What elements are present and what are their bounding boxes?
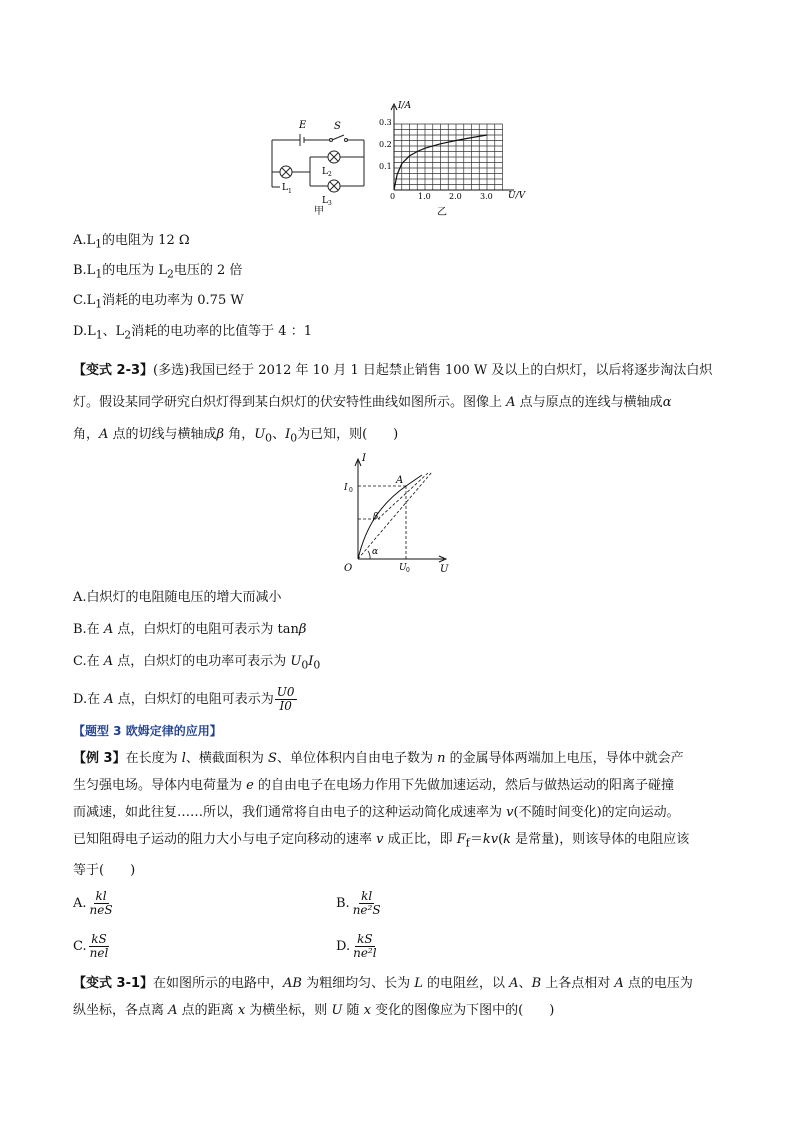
fig2-A: A [396, 475, 404, 486]
graph-ylabel: I/A [398, 101, 412, 111]
q1-option-a: $A.L_1$的电阻为 12 Ω [73, 233, 190, 251]
label-L1-sub: 1 [288, 188, 292, 195]
v31-text [73, 970, 733, 1024]
fraction-u0-i0: $\frac{U0}{I0}$ [276, 685, 295, 713]
v23-option-a: A.白炽灯的电阻随电压的增大而减小 [73, 590, 282, 605]
ex3-option-c: C. $\frac{kS}{\text{nel}}$ [73, 932, 109, 960]
q1-option-d: $D.L_1$、$L_2$消耗的电功率的比值等于 4 ：1 [73, 324, 312, 342]
v23-option-d: D.在 A 点，白炽灯的电阻可表示为 $\frac{U0}{I0}$ [73, 685, 295, 713]
x-tick-2: 2.0 [449, 192, 462, 201]
bulb-iu-figure [340, 453, 455, 573]
graph-xlabel: U/V [508, 191, 526, 201]
graph-caption: 乙 [437, 207, 447, 218]
ex3-text [73, 745, 733, 884]
fig2-I: I [362, 453, 366, 464]
fig2-U0-sub: 0 [406, 567, 410, 573]
fig2-beta: β [373, 512, 379, 522]
label-L2: L [322, 167, 328, 177]
ex3-option-a: A. $\frac{kl}{\text{neS}}$ [73, 889, 113, 917]
circuit-diagram [262, 112, 387, 217]
label-L1: L [282, 183, 288, 193]
q1-option-b: $B.L_1$的电压为 $L_2$电压的 2 倍 [73, 263, 243, 281]
x-tick-3: 3.0 [480, 192, 493, 201]
label-E: E [299, 120, 307, 131]
v23-line-3: 角，A 点的切线与横轴成β 角，$U_0$、$I_0$为已知，则( ) [73, 427, 399, 445]
x-tick-1: 1.0 [418, 192, 431, 201]
ex3-line-5: 等于( ) [73, 862, 136, 878]
circuit-caption: 甲 [314, 206, 324, 217]
ex3-line-2: 生匀强电场。导体内电荷量为 e 的自由电子在电场力作用下先做加速运动，然后与做热运动的阳离子碰撞 [73, 778, 674, 793]
ex3-line-4: 已知阻碍电子运动的阻力大小与电子定向移动的速率 v 成正比，即 $F_f=kv(k$ 是常量)，则该导体的电阻应该 [73, 832, 690, 850]
fig2-I0: I [344, 483, 348, 493]
fig2-O: O [344, 563, 353, 573]
fig2-I0-sub: 0 [349, 487, 353, 494]
v31-line-2: 纵坐标，各点离 A 点的距离 x 为横坐标，则 U 随 x 变化的图像应为下图中的( ) [73, 1003, 555, 1018]
x-tick-0: 0 [390, 192, 396, 201]
v23-line-2: 灯。假设某同学研究白炽灯得到某白炽灯的伏安特性曲线如图所示。图像上 A 点与原点的连线与横轴成α [73, 395, 672, 410]
v23-option-b: B.在 A 点，白炽灯的电阻可表示为 tanβ [73, 622, 307, 637]
fig2-U0: U [399, 563, 407, 573]
y-tick-0-3: 0.3 [379, 118, 392, 127]
q1-option-c: $C.L_1$消耗的电功率为 0.75 W [73, 293, 244, 311]
label-S: S [334, 121, 341, 132]
y-tick-0-1: 0.1 [379, 162, 392, 171]
label-L2-sub: 2 [328, 171, 332, 178]
ex3-line-3: 而减速，如此往复……所以，我们通常将自由电子的这种运动简化成速率为 v(不随时间变化)的定向运动。 [73, 805, 680, 820]
fig2-alpha: α [372, 547, 379, 557]
ex3-option-d: D. $\frac{kS}{\text{ne²l}}$ [336, 932, 377, 960]
y-tick-0-2: 0.2 [379, 140, 392, 149]
v31-line-1: 【变式 3-1】在如图所示的电路中，AB 为粗细均匀、长为 L 的电阻丝，以 A、B 上各点相对 A 点的电压为 [73, 976, 693, 991]
ex3-option-b: B. $\frac{kl}{\text{ne²S}}$ [336, 889, 381, 917]
fig2-U: U [440, 564, 449, 573]
iu-graph [374, 98, 534, 220]
section-3-title: 【题型 3 欧姆定律的应用】 [73, 724, 222, 738]
v23-line-1: 【变式 2-3】(多选)我国已经于 2012 年 10 月 1 日起禁止销售 100 W 及以上的白炽灯，以后将逐步淘汰白炽 [73, 363, 713, 378]
ex3-line-1: 【例 3】在长度为 l、横截面积为 S、单位体积内自由电子数为 n 的金属导体两端加上电压，导体中就会产 [73, 751, 684, 766]
v23-option-c: C.在 A 点，白炽灯的电功率可表示为 $U_0I_0$ [73, 654, 321, 672]
label-L3-sub: 3 [328, 200, 332, 207]
label-L3: L [322, 196, 328, 206]
